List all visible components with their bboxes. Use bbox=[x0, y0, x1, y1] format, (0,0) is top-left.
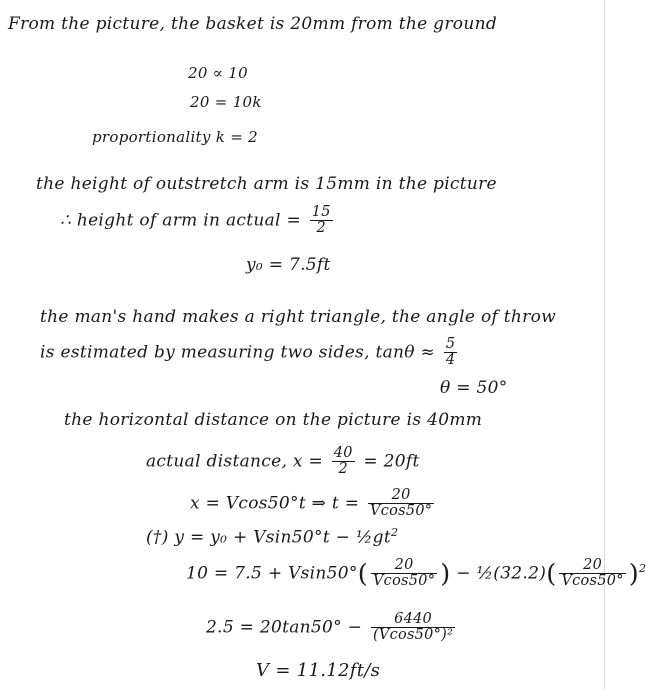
simplified-fraction: $\frac{6440}{\text{(Vcos50°)²}}$ bbox=[372, 611, 454, 644]
line-right-triangle: the man's hand makes a right triangle, the angle of throw bbox=[40, 307, 556, 327]
actual-distance-denominator: 2 bbox=[332, 461, 355, 478]
line-theta: θ = 50° bbox=[440, 378, 508, 398]
line-proportion: 20 ∝ 10 bbox=[188, 64, 248, 82]
substitution-start: 10 = 7.5 + Vsin50° bbox=[186, 563, 358, 584]
line-substitution: 10 = 7.5 + Vsin50°( $\frac{20}{Vcos50^\circ}$ ) − ½(32.2)( $\frac{20}{Vcos50^\circ}$ )$^2$ bbox=[186, 557, 646, 590]
line-y0: y₀ = 7.5ft bbox=[246, 255, 331, 275]
substitution-fraction-2: $\frac{20}{Vcos50^\circ}$ bbox=[561, 557, 624, 590]
t-fraction bbox=[368, 488, 434, 520]
line-actual-distance bbox=[146, 446, 420, 478]
y-equation-text: (†) y = y₀ + Vsin50°t − ½gt bbox=[146, 527, 391, 548]
line-proportionality-k: proportionality k = 2 bbox=[92, 128, 258, 146]
arm-height-denominator: 2 bbox=[310, 220, 333, 237]
line-angle-estimate bbox=[40, 337, 460, 369]
t-denominator: Vcos50° bbox=[370, 503, 433, 520]
line-x-equation bbox=[190, 488, 437, 520]
line-y-equation bbox=[146, 526, 398, 548]
substitution-middle: − ½(32.2) bbox=[456, 563, 547, 584]
arm-height-numerator: 15 bbox=[311, 204, 331, 220]
t-numerator: 20 bbox=[391, 487, 411, 503]
actual-distance-result: = 20ft bbox=[363, 451, 420, 472]
arm-height-fraction bbox=[310, 205, 333, 237]
arm-height-label: ∴ height of arm in actual = bbox=[60, 210, 301, 231]
line-equation: 20 = 10k bbox=[190, 93, 262, 111]
x-equation-left: x = Vcos50°t ⇒ t = bbox=[190, 493, 360, 514]
y-equation-exponent: 2 bbox=[391, 526, 399, 539]
line-horizontal-distance: the horizontal distance on the picture is 40mm bbox=[64, 410, 483, 430]
line-simplified bbox=[206, 612, 458, 644]
tan-numerator: 5 bbox=[445, 336, 456, 352]
angle-estimate-text: is estimated by measuring two sides, tanθ ≈ bbox=[40, 342, 436, 363]
tan-denominator: 4 bbox=[445, 352, 456, 369]
simplified-text: 2.5 = 20tan50° − bbox=[206, 617, 363, 638]
substitution-exponent: 2 bbox=[639, 561, 646, 575]
line-arm-height-actual bbox=[60, 205, 336, 237]
actual-distance-label: actual distance, x = bbox=[146, 451, 323, 472]
line-basket-height: From the picture, the basket is 20mm from the ground bbox=[8, 14, 498, 34]
actual-distance-numerator: 40 bbox=[333, 445, 353, 461]
tan-fraction bbox=[444, 337, 458, 369]
line-arm-height-picture: the height of outstretch arm is 15mm in the picture bbox=[36, 174, 497, 194]
substitution-fraction-1: $\frac{20}{Vcos50^\circ}$ bbox=[372, 557, 436, 590]
actual-distance-fraction bbox=[332, 446, 355, 478]
line-final-answer: V = 11.12ft/s bbox=[256, 660, 381, 681]
